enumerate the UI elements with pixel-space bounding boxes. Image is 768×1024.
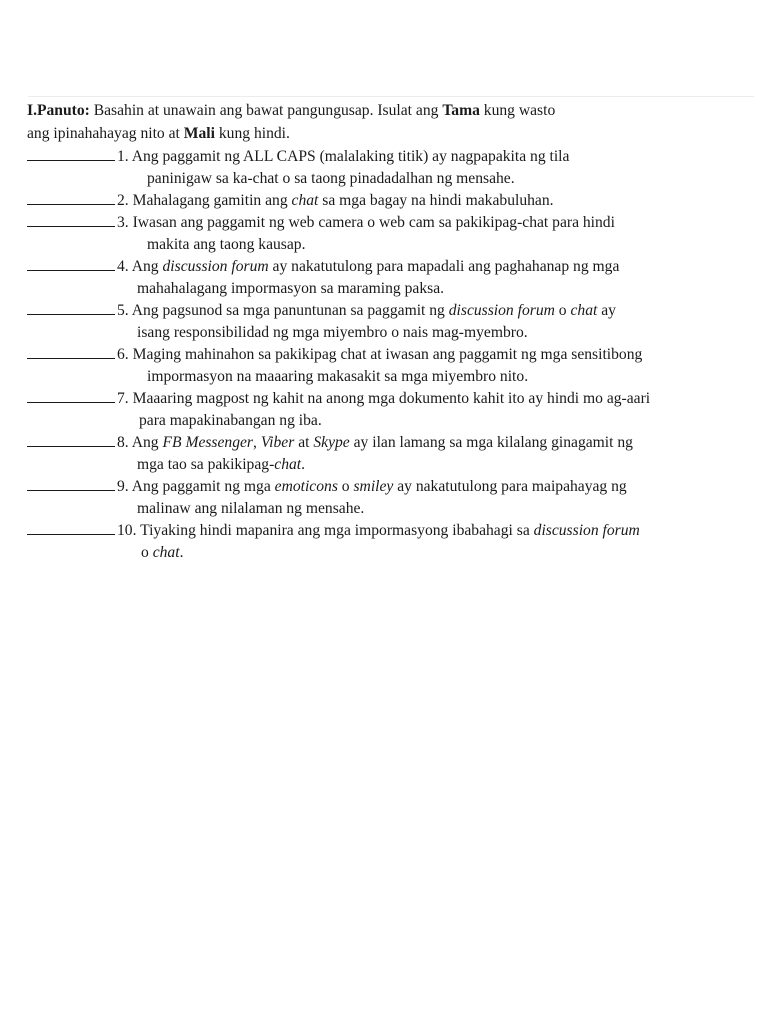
question-continuation [27, 234, 739, 256]
instruction-label: I.Panuto: [27, 102, 90, 119]
item-text-segment: , [253, 434, 261, 451]
question-line [27, 520, 739, 542]
instruction-text: kung wasto [479, 102, 556, 119]
question-line [27, 432, 739, 454]
answer-blank[interactable] [27, 344, 115, 359]
question-number: 2. [117, 192, 133, 209]
question-line [27, 190, 739, 212]
item-text-segment: . [179, 544, 184, 561]
question-item [27, 388, 739, 432]
item-text-segment: discussion forum [162, 258, 269, 275]
worksheet [27, 100, 739, 564]
item-text-segment: Ang pagsunod sa mga panuntunan sa paggamit ng [131, 302, 449, 319]
item-text-segment: smiley [353, 478, 394, 495]
item-text-segment: Ang paggamit ng ALL CAPS (malalaking titik) ay nagpapakita ng tila [131, 148, 570, 165]
answer-blank[interactable] [27, 190, 115, 205]
item-text-segment: mahahalagang impormasyon sa maraming paksa. [137, 280, 445, 297]
item-text-segment: sa mga bagay na hindi makabuluhan. [318, 192, 554, 209]
question-item [27, 344, 739, 388]
question-item [27, 256, 739, 300]
item-text-segment: Ang paggamit ng mga [131, 478, 275, 495]
question-number: 6. [117, 346, 133, 363]
page-top-divider [28, 96, 754, 97]
question-item [27, 432, 739, 476]
answer-blank[interactable] [27, 476, 115, 491]
item-text-segment: chat [291, 192, 319, 209]
item-text-segment: Iwasan ang paggamit ng web camera o web cam sa pakikipag-chat para hindi [132, 214, 615, 231]
question-continuation [27, 410, 739, 432]
question-line [27, 344, 739, 366]
question-continuation [27, 498, 739, 520]
item-text-segment: at [294, 434, 314, 451]
item-text-segment: ay nakatutulong para mapadali ang paghahanap ng mga [268, 258, 620, 275]
item-text-segment: mga tao sa pakikipag- [137, 456, 275, 473]
instruction-line-1 [27, 100, 739, 122]
instruction-text: Basahin at unawain ang bawat pangungusap. Isulat ang [89, 102, 443, 119]
item-text-segment: o [337, 478, 354, 495]
question-line [27, 300, 739, 322]
item-text-segment: impormasyon na maaaring makasakit sa mga miyembro nito. [147, 368, 529, 385]
item-text-segment: Ang [131, 434, 163, 451]
question-number: 10. [117, 522, 141, 539]
question-line [27, 476, 739, 498]
question-line [27, 212, 739, 234]
question-continuation [27, 542, 739, 564]
item-text-segment: Ang [131, 258, 163, 275]
question-number: 4. [117, 258, 132, 275]
item-text-segment: discussion forum [448, 302, 555, 319]
question-item [27, 476, 739, 520]
question-line [27, 256, 739, 278]
question-number: 3. [117, 214, 133, 231]
item-text-segment: para mapakinabangan ng iba. [139, 412, 322, 429]
question-item [27, 520, 739, 564]
item-text-segment: discussion forum [533, 522, 640, 539]
question-item [27, 212, 739, 256]
item-text-segment: isang responsibilidad ng mga miyembro o nais mag-myembro. [137, 324, 528, 341]
question-number: 1. [117, 148, 132, 165]
question-continuation [27, 168, 739, 190]
item-text-segment: malinaw ang nilalaman ng mensahe. [137, 500, 365, 517]
question-line [27, 388, 739, 410]
answer-blank[interactable] [27, 432, 115, 447]
question-number: 8. [117, 434, 132, 451]
question-line [27, 146, 739, 168]
question-continuation [27, 366, 739, 388]
item-text-segment: Viber [260, 434, 295, 451]
instruction-text: kung hindi. [214, 125, 290, 142]
item-text-segment: Maaaring magpost ng kahit na anong mga dokumento kahit ito ay hindi mo ag-aari [132, 390, 651, 407]
question-item [27, 300, 739, 344]
answer-blank[interactable] [27, 520, 115, 535]
question-number: 9. [117, 478, 132, 495]
item-text-segment: Tiyaking hindi mapanira ang mga impormasyong ibabahagi sa [140, 522, 534, 539]
item-text-segment: paninigaw sa ka-chat o sa taong pinadadalhan ng mensahe. [147, 170, 515, 187]
question-number: 5. [117, 302, 132, 319]
question-continuation [27, 322, 739, 344]
item-text-segment: ay ilan lamang sa mga kilalang ginagamit ng [349, 434, 633, 451]
item-text-segment: Skype [313, 434, 350, 451]
item-text-segment: Maging mahinahon sa pakikipag chat at iwasan ang paggamit ng mga sensitibong [132, 346, 643, 363]
item-list [27, 146, 739, 564]
item-text-segment: Mahalagang gamitin ang [132, 192, 292, 209]
instruction-text: ang ipinahahayag nito at [27, 125, 184, 142]
item-text-segment: makita ang taong kausap. [147, 236, 306, 253]
item-text-segment: chat [152, 544, 180, 561]
question-number: 7. [117, 390, 133, 407]
tama-keyword: Tama [442, 102, 480, 119]
question-item [27, 146, 739, 190]
answer-blank[interactable] [27, 146, 115, 161]
item-text-segment: chat [274, 456, 302, 473]
item-text-segment: emoticons [274, 478, 338, 495]
question-continuation [27, 454, 739, 476]
instruction-line-2 [27, 123, 739, 145]
answer-blank[interactable] [27, 212, 115, 227]
question-item [27, 190, 739, 212]
answer-blank[interactable] [27, 388, 115, 403]
question-continuation [27, 278, 739, 300]
answer-blank[interactable] [27, 256, 115, 271]
item-text-segment: ay nakatutulong para maipahayag ng [393, 478, 627, 495]
item-text-segment: o [554, 302, 571, 319]
answer-blank[interactable] [27, 300, 115, 315]
item-text-segment: . [301, 456, 306, 473]
mali-keyword: Mali [183, 125, 215, 142]
item-text-segment: ay [597, 302, 616, 319]
item-text-segment: FB Messenger [162, 434, 254, 451]
item-text-segment: o [141, 544, 153, 561]
item-text-segment: chat [570, 302, 598, 319]
